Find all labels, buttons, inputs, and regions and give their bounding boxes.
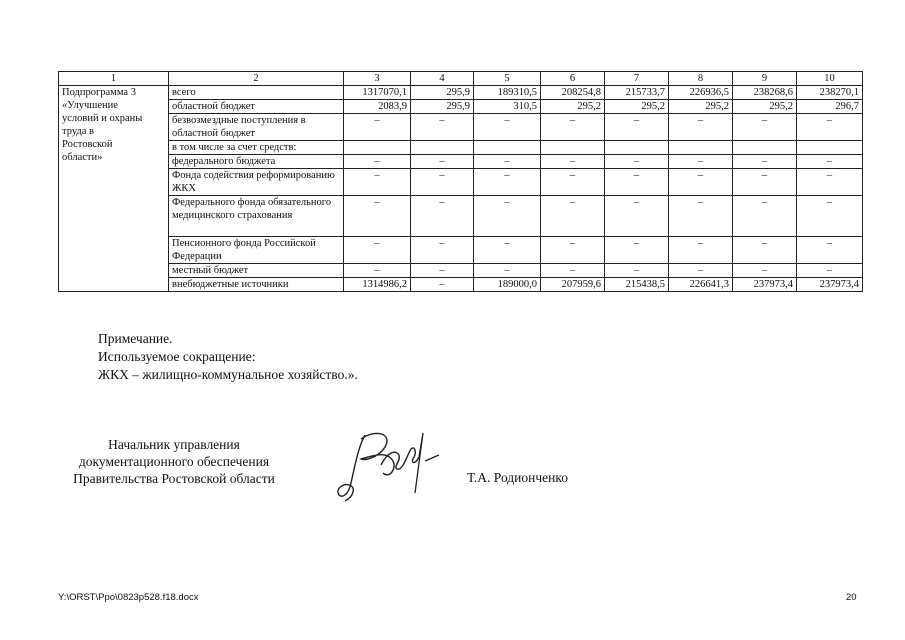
value-cell: 295,9 xyxy=(411,100,474,114)
value-cell xyxy=(474,141,541,155)
value-cell: – xyxy=(411,196,474,237)
table-row xyxy=(59,141,863,155)
program-name-cell xyxy=(59,86,169,292)
table-row xyxy=(59,264,863,278)
category-cell: Фонда содействия реформированию ЖКХ xyxy=(169,169,344,196)
header-cell: 1 xyxy=(59,72,169,86)
value-cell: – xyxy=(605,264,669,278)
value-cell: – xyxy=(797,264,863,278)
value-cell: – xyxy=(733,196,797,237)
value-cell: – xyxy=(344,264,411,278)
value-cell: 295,2 xyxy=(605,100,669,114)
value-cell: – xyxy=(797,114,863,141)
header-cell: 9 xyxy=(733,72,797,86)
value-cell: – xyxy=(733,264,797,278)
value-cell: – xyxy=(669,169,733,196)
value-cell: – xyxy=(541,264,605,278)
value-cell: – xyxy=(605,114,669,141)
category-cell: в том числе за счет средств: xyxy=(169,141,344,155)
signatory-name: Т.А. Родионченко xyxy=(467,470,568,485)
note-abbreviation: ЖКХ – жилищно-коммунальное хозяйство.». xyxy=(98,367,358,382)
value-cell: – xyxy=(669,196,733,237)
value-cell: – xyxy=(605,155,669,169)
signatory-line-3: Правительства Ростовской области xyxy=(73,471,275,486)
table-row xyxy=(59,278,863,292)
value-cell: 296,7 xyxy=(797,100,863,114)
value-cell: 189000,0 xyxy=(474,278,541,292)
value-cell: 215438,5 xyxy=(605,278,669,292)
value-cell: – xyxy=(733,237,797,264)
value-cell: 238268,6 xyxy=(733,86,797,100)
value-cell: – xyxy=(669,237,733,264)
value-cell: – xyxy=(474,237,541,264)
value-cell: 189310,5 xyxy=(474,86,541,100)
value-cell: – xyxy=(474,169,541,196)
value-cell: – xyxy=(605,237,669,264)
value-cell: 237973,4 xyxy=(733,278,797,292)
budget-table xyxy=(58,71,863,292)
value-cell xyxy=(344,141,411,155)
value-cell: – xyxy=(541,155,605,169)
value-cell: – xyxy=(344,114,411,141)
value-cell: – xyxy=(541,237,605,264)
value-cell xyxy=(733,141,797,155)
table-row xyxy=(59,237,863,264)
value-cell: 237973,4 xyxy=(797,278,863,292)
value-cell: – xyxy=(797,196,863,237)
handwritten-signature xyxy=(335,425,450,505)
value-cell: – xyxy=(411,155,474,169)
value-cell: 215733,7 xyxy=(605,86,669,100)
value-cell: – xyxy=(733,169,797,196)
table-row xyxy=(59,100,863,114)
value-cell xyxy=(669,141,733,155)
table-row xyxy=(59,155,863,169)
program-name-line: Подпрограмма 3 xyxy=(62,87,136,98)
program-name-line: условий и охраны xyxy=(62,113,143,124)
value-cell: – xyxy=(474,196,541,237)
value-cell: 295,9 xyxy=(411,86,474,100)
value-cell: – xyxy=(669,264,733,278)
program-name-line: области» xyxy=(62,152,103,163)
program-name-line: труда в xyxy=(62,126,95,137)
signatory-line-2: документационного обеспечения xyxy=(78,454,270,469)
header-cell: 4 xyxy=(411,72,474,86)
value-cell: – xyxy=(733,114,797,141)
value-cell: 238270,1 xyxy=(797,86,863,100)
header-cell: 2 xyxy=(169,72,344,86)
value-cell: – xyxy=(344,196,411,237)
value-cell: – xyxy=(344,237,411,264)
value-cell: – xyxy=(605,169,669,196)
value-cell: – xyxy=(669,114,733,141)
program-name-line: «Улучшение xyxy=(62,100,118,111)
value-cell: – xyxy=(344,169,411,196)
value-cell: – xyxy=(541,196,605,237)
value-cell: 2083,9 xyxy=(344,100,411,114)
value-cell: – xyxy=(411,278,474,292)
category-cell: Пенсионного фонда Российской Федерации xyxy=(169,237,344,264)
note-title: Примечание. xyxy=(98,331,173,346)
value-cell: – xyxy=(605,196,669,237)
value-cell: – xyxy=(411,237,474,264)
header-cell: 3 xyxy=(344,72,411,86)
value-cell: 207959,6 xyxy=(541,278,605,292)
value-cell: 208254,8 xyxy=(541,86,605,100)
value-cell: 1314986,2 xyxy=(344,278,411,292)
value-cell: 295,2 xyxy=(733,100,797,114)
value-cell: – xyxy=(474,155,541,169)
value-cell: 295,2 xyxy=(669,100,733,114)
header-cell: 6 xyxy=(541,72,605,86)
value-cell: – xyxy=(411,264,474,278)
category-cell: местный бюджет xyxy=(169,264,344,278)
page-number: 20 xyxy=(846,592,857,603)
header-cell: 10 xyxy=(797,72,863,86)
value-cell: 226936,5 xyxy=(669,86,733,100)
program-name-line: Ростовской xyxy=(62,139,113,150)
note-block xyxy=(98,330,358,384)
table-body xyxy=(59,72,863,292)
value-cell: 295,2 xyxy=(541,100,605,114)
category-cell: областной бюджет xyxy=(169,100,344,114)
value-cell: – xyxy=(541,169,605,196)
value-cell: – xyxy=(541,114,605,141)
value-cell: – xyxy=(474,264,541,278)
category-cell: безвозмездные поступления в областной бюджет xyxy=(169,114,344,141)
file-path: Y:\ORST\Ppo\0823p528.f18.docx xyxy=(58,592,199,603)
header-cell: 5 xyxy=(474,72,541,86)
value-cell: – xyxy=(669,155,733,169)
table-row xyxy=(59,169,863,196)
note-subtitle: Используемое сокращение: xyxy=(98,349,256,364)
table-row xyxy=(59,114,863,141)
table-row xyxy=(59,86,863,100)
table-header-row xyxy=(59,72,863,86)
value-cell: – xyxy=(797,155,863,169)
value-cell: – xyxy=(344,155,411,169)
value-cell: 226641,3 xyxy=(669,278,733,292)
value-cell xyxy=(541,141,605,155)
category-cell: всего xyxy=(169,86,344,100)
value-cell xyxy=(411,141,474,155)
value-cell: – xyxy=(411,114,474,141)
value-cell: 310,5 xyxy=(474,100,541,114)
header-cell: 7 xyxy=(605,72,669,86)
value-cell: – xyxy=(797,237,863,264)
value-cell xyxy=(797,141,863,155)
signatory-line-1: Начальник управления xyxy=(108,437,240,452)
header-cell: 8 xyxy=(669,72,733,86)
category-cell: Федерального фонда обязательного медицинского страхования xyxy=(169,196,344,237)
category-cell: федерального бюджета xyxy=(169,155,344,169)
signatory-title xyxy=(58,436,290,487)
category-cell: внебюджетные источники xyxy=(169,278,344,292)
value-cell: – xyxy=(797,169,863,196)
value-cell: 1317070,1 xyxy=(344,86,411,100)
value-cell: – xyxy=(733,155,797,169)
value-cell: – xyxy=(474,114,541,141)
value-cell xyxy=(605,141,669,155)
value-cell: – xyxy=(411,169,474,196)
table-row xyxy=(59,196,863,237)
